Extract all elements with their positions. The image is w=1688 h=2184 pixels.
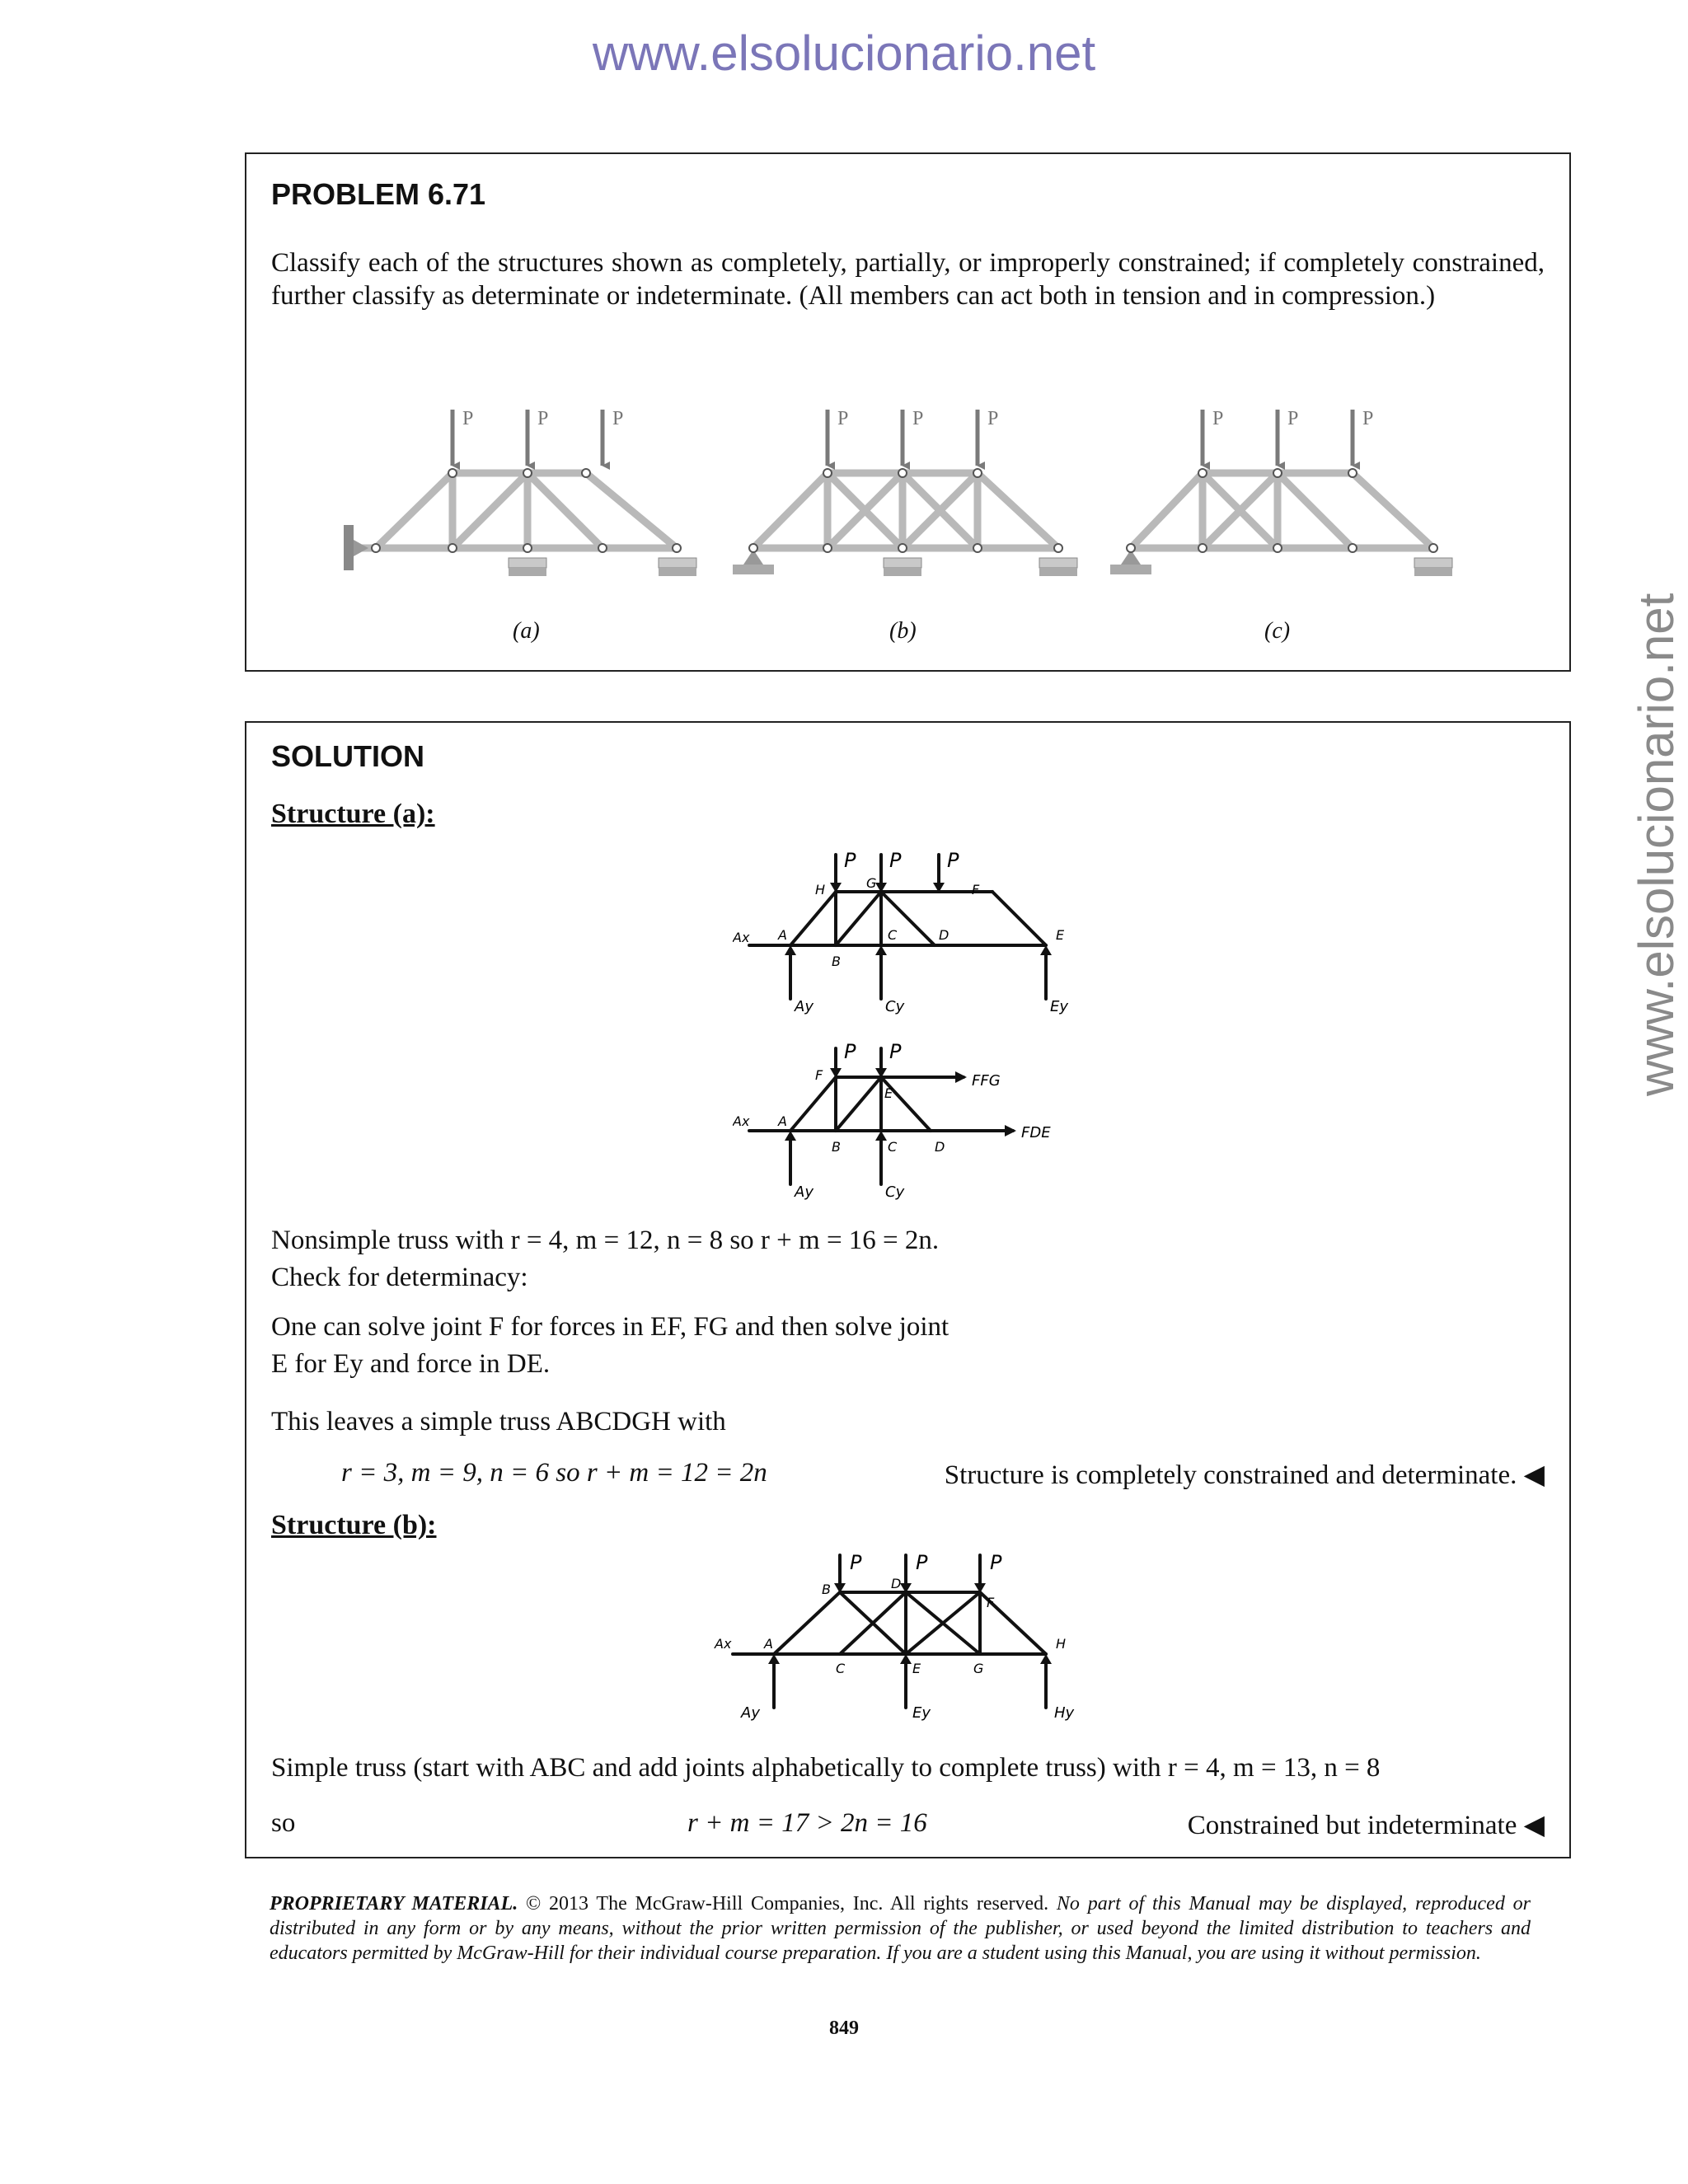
sketch-a2-label-a: A — [778, 1113, 787, 1129]
footer-italic: No part of this Manual may be displayed, reproduced or distributed in any form or by any means, without the prior written permission of the publisher, or used beyond the limited distribution to teachers and educators permitted by McGraw-Hill for their individual course preparation. If you are a student using this Manual, you are using it without permission. — [270, 1893, 1531, 1964]
truss-c-loads — [1203, 410, 1353, 466]
sketch-a2-label-cy: Cy — [885, 1183, 905, 1201]
footer-copyright: © 2013 The McGraw-Hill Companies, Inc. All rights reserved. — [518, 1893, 1057, 1915]
load-label-c1: P — [1212, 408, 1224, 429]
load-label-a3: P — [612, 408, 624, 429]
truss-b-supports — [733, 550, 1077, 576]
load-label-a1: P — [462, 408, 474, 429]
sketch-a-label-ey: Ey — [1050, 998, 1069, 1015]
sketch-b-label-b: B — [822, 1582, 831, 1597]
truss-b — [753, 473, 1058, 548]
structure-a-line1: Nonsimple truss with r = 4, m = 12, n = 8 so r + m = 16 = 2n. — [271, 1226, 940, 1255]
page-number: 849 — [829, 2018, 859, 2039]
footer-bold: PROPRIETARY MATERIAL. — [270, 1893, 518, 1915]
solution-box — [245, 721, 1571, 1858]
structure-a-line5: This leaves a simple truss ABCDGH with — [271, 1407, 726, 1436]
problem-title: PROBLEM 6.71 — [271, 177, 486, 211]
structure-a-result: Structure is completely constrained and determinate. ◀ — [944, 1460, 1545, 1490]
sketch-a2-label-ay: Ay — [795, 1183, 814, 1201]
sketch-b-label-e: E — [912, 1661, 921, 1676]
structure-b-so: so — [271, 1808, 296, 1838]
structure-b-heading: Structure (b): — [271, 1510, 437, 1540]
load-label-b3: P — [987, 408, 999, 429]
sketch-b-label-p3: P — [990, 1551, 1002, 1574]
sketch-a2-label-f: F — [815, 1067, 823, 1083]
sketch-a2-label-fde: FDE — [1021, 1124, 1051, 1141]
sketch-a2-label-ffg: FFG — [972, 1072, 1001, 1090]
watermark-side: www.elsolucionario.net — [1629, 593, 1684, 1096]
sketch-a-label-cy: Cy — [885, 998, 905, 1015]
sketch-b-label-hy: Hy — [1054, 1704, 1075, 1722]
sketch-a-label-p2: P — [889, 849, 902, 872]
sketch-a2-label-e: E — [884, 1085, 893, 1101]
load-label-a2: P — [537, 408, 549, 429]
sketch-a-label-e: E — [1056, 927, 1065, 943]
sketch-b-label-ey: Ey — [912, 1704, 931, 1722]
structure-b-line1: Simple truss (start with ABC and add joints alphabetically to complete truss) with r = 4, m = 13, n = 8 — [271, 1753, 1381, 1783]
caption-b: (b) — [889, 618, 917, 644]
sketch-a-label-a: A — [778, 927, 787, 943]
truss-b-loads — [828, 410, 978, 466]
sketch-a-label-p3: P — [947, 849, 959, 872]
sketch-a-label-h: H — [815, 882, 826, 898]
sketch-a-label-c: C — [888, 927, 898, 943]
load-label-b1: P — [837, 408, 849, 429]
sketch-b-label-f: F — [987, 1595, 995, 1610]
sketch-b-label-g: G — [973, 1661, 984, 1676]
structure-b-equation: r + m = 17 > 2n = 16 — [687, 1808, 927, 1838]
sketch-a-label-p1: P — [844, 849, 856, 872]
sketch-a-label-ay: Ay — [795, 998, 814, 1015]
watermark-top: www.elsolucionario.net — [592, 26, 1096, 81]
sketch-a-label-ax: Ax — [733, 930, 750, 945]
truss-c — [1131, 473, 1433, 548]
sketch-a2-label-p2: P — [889, 1040, 902, 1063]
sketch-b-label-ay: Ay — [741, 1704, 760, 1722]
load-label-c2: P — [1287, 408, 1299, 429]
truss-a — [356, 473, 677, 548]
truss-c-supports — [1110, 550, 1452, 576]
solution-title: SOLUTION — [271, 739, 424, 773]
sketch-a2-label-p1: P — [844, 1040, 856, 1063]
footer-notice — [270, 1891, 1531, 1966]
sketch-b-fbd — [708, 1543, 1137, 1732]
structure-a-line3: One can solve joint F for forces in EF, FG and then solve joint — [271, 1312, 950, 1342]
load-label-c3: P — [1362, 408, 1374, 429]
caption-a: (a) — [513, 618, 540, 644]
caption-c: (c) — [1264, 618, 1291, 644]
sketch-b-label-c: C — [836, 1661, 846, 1676]
sketch-a2-label-c: C — [888, 1139, 898, 1155]
structure-b-result: Constrained but indeterminate ◀ — [1187, 1811, 1545, 1840]
sketch-a2-label-ax: Ax — [733, 1113, 750, 1129]
sketch-a-label-b: B — [832, 954, 841, 969]
sketch-b-label-d: D — [891, 1576, 902, 1591]
sketch-a-fbd — [733, 846, 1079, 1019]
problem-box — [245, 152, 1571, 672]
structure-a-heading: Structure (a): — [271, 799, 435, 829]
sketch-a-label-d: D — [939, 927, 950, 943]
sketch-b-label-p2: P — [916, 1551, 928, 1574]
sketch-b-label-a: A — [764, 1636, 773, 1652]
sketch-a-label-g: G — [866, 875, 877, 891]
problem-text: Classify each of the structures shown as completely, partially, or improperly constrained; if completely constrained, further classify as determinate or indeterminate. (All members can act both in tension and in compression.) — [271, 248, 1545, 311]
sketch-a2-label-d: D — [935, 1139, 945, 1155]
sketch-b-label-ax: Ax — [715, 1636, 732, 1652]
truss-a-loads — [452, 410, 603, 466]
sketch-b-label-p1: P — [850, 1551, 862, 1574]
sketch-a-label-f: F — [972, 882, 980, 898]
load-label-b2: P — [912, 408, 924, 429]
sketch-a2-label-b: B — [832, 1139, 841, 1155]
structure-a-line4: E for Ey and force in DE. — [271, 1349, 551, 1379]
sketch-b-label-h: H — [1056, 1636, 1067, 1652]
structure-a-line2: Check for determinacy: — [271, 1263, 528, 1292]
sketch-a-section — [733, 1040, 1079, 1213]
structure-a-equation: r = 3, m = 9, n = 6 so r + m = 12 = 2n — [341, 1458, 767, 1488]
